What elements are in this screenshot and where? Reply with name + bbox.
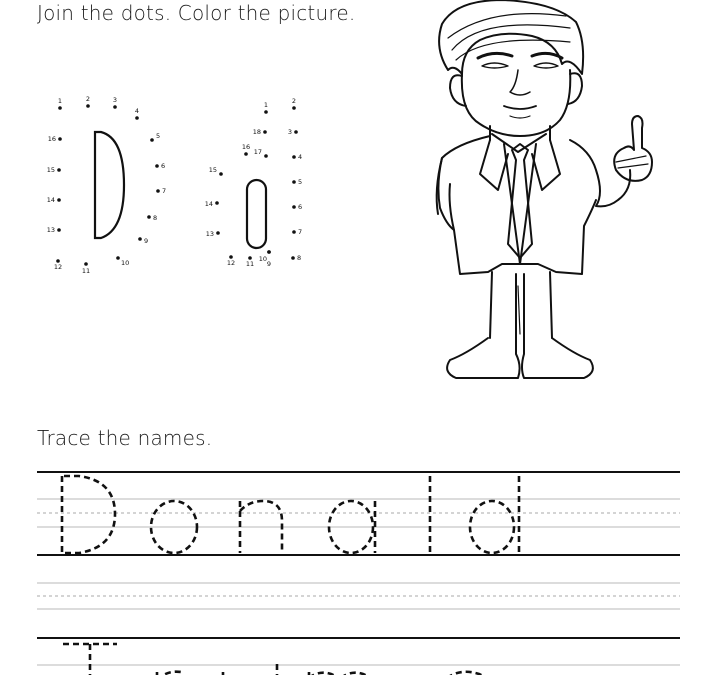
right-shoe-outline — [522, 338, 593, 378]
dot-letter-D-14 — [57, 198, 61, 202]
dot-number-label: 8 — [153, 214, 158, 222]
dot-number-label: 11 — [245, 260, 255, 268]
dot-letter-D-4 — [135, 116, 139, 120]
dot-letter-D-13 — [57, 228, 61, 232]
letter-d-outline — [95, 132, 124, 238]
pointing-hand-outline — [614, 116, 652, 181]
dot-number-label: 5 — [298, 178, 303, 186]
hair-outline — [439, 0, 583, 74]
tie-outline — [508, 144, 532, 258]
traced-name-donald-glyphs — [37, 471, 680, 557]
dot-puzzle-letter-d — [47, 95, 166, 275]
letter-o-outline — [247, 180, 266, 248]
dot-number-label: 9 — [266, 260, 272, 268]
dot-number-label: 10 — [258, 255, 267, 263]
dot-number-label: 1 — [57, 97, 63, 105]
dot-letter-o-2 — [292, 106, 296, 110]
dot-number-label: 15 — [208, 166, 217, 174]
trace-instruction: Trace the names. — [37, 426, 213, 450]
dot-number-label: 2 — [85, 95, 91, 103]
dot-letter-D-8 — [147, 215, 151, 219]
dot-letter-D-9 — [138, 237, 142, 241]
dot-letter-o-1 — [264, 110, 268, 114]
dot-number-label: 9 — [144, 237, 149, 245]
dot-number-label: 16 — [241, 143, 251, 151]
dot-number-label: 4 — [134, 107, 140, 115]
dot-letter-o-17 — [264, 154, 268, 158]
dot-letter-D-7 — [156, 189, 160, 193]
trace-row — [37, 471, 680, 557]
dot-letter-D-1 — [58, 106, 62, 110]
traced-name-trump-glyphs — [37, 636, 680, 675]
dot-number-label: 14 — [204, 200, 213, 208]
dot-number-label: 6 — [298, 203, 303, 211]
trace-row — [37, 636, 680, 675]
dot-number-label: 18 — [252, 128, 261, 136]
dot-number-label: 3 — [112, 96, 118, 104]
dot-number-label: 17 — [253, 148, 262, 156]
dot-number-label: 6 — [161, 162, 166, 170]
dot-number-label: 16 — [47, 135, 56, 143]
dot-letter-D-2 — [86, 104, 90, 108]
dot-letter-o-10 — [267, 250, 271, 254]
left-shoe-outline — [447, 338, 520, 378]
dot-letter-D-16 — [58, 137, 62, 141]
dot-number-label: 13 — [46, 226, 55, 234]
dot-letter-o-7 — [292, 230, 296, 234]
dot-letter-o-16 — [244, 152, 248, 156]
dot-letter-o-18 — [263, 130, 267, 134]
dot-letter-o-15 — [219, 172, 223, 176]
dot-number-label: 3 — [287, 128, 292, 136]
dot-letter-o-4 — [292, 155, 296, 159]
dot-number-label: 2 — [291, 97, 297, 105]
dot-letter-D-10 — [116, 256, 120, 260]
dot-number-label: 15 — [46, 166, 55, 174]
dot-letter-o-14 — [215, 201, 219, 205]
dot-letter-o-3 — [294, 130, 298, 134]
dot-letter-D-6 — [155, 164, 159, 168]
trousers-outline — [490, 272, 552, 338]
dot-number-label: 8 — [297, 254, 302, 262]
dot-number-label: 7 — [298, 228, 303, 236]
dot-to-dot-area — [40, 90, 360, 280]
dot-number-label: 10 — [121, 259, 130, 267]
dot-number-label: 4 — [298, 153, 303, 161]
dot-letter-o-6 — [292, 205, 296, 209]
dot-letter-D-15 — [57, 168, 61, 172]
connect-dots-instruction: Join the dots. Color the picture. — [37, 1, 356, 25]
dot-letter-o-8 — [291, 256, 295, 260]
dot-number-label: 13 — [205, 230, 214, 238]
dot-letter-o-5 — [292, 180, 296, 184]
dot-letter-o-13 — [216, 231, 220, 235]
blank-writing-row — [37, 582, 680, 622]
coloring-picture — [420, 0, 660, 386]
dot-number-label: 5 — [156, 132, 161, 140]
dot-puzzle-letter-o — [205, 97, 302, 268]
dot-number-label: 11 — [81, 267, 91, 275]
dot-number-label: 14 — [46, 196, 55, 204]
dot-letter-D-5 — [150, 138, 154, 142]
dot-letter-D-11 — [84, 262, 88, 266]
dot-number-label: 12 — [226, 259, 236, 267]
dot-number-label: 7 — [162, 187, 167, 195]
dot-number-label: 12 — [53, 263, 63, 271]
dot-letter-D-3 — [113, 105, 117, 109]
dot-number-label: 1 — [263, 101, 269, 109]
